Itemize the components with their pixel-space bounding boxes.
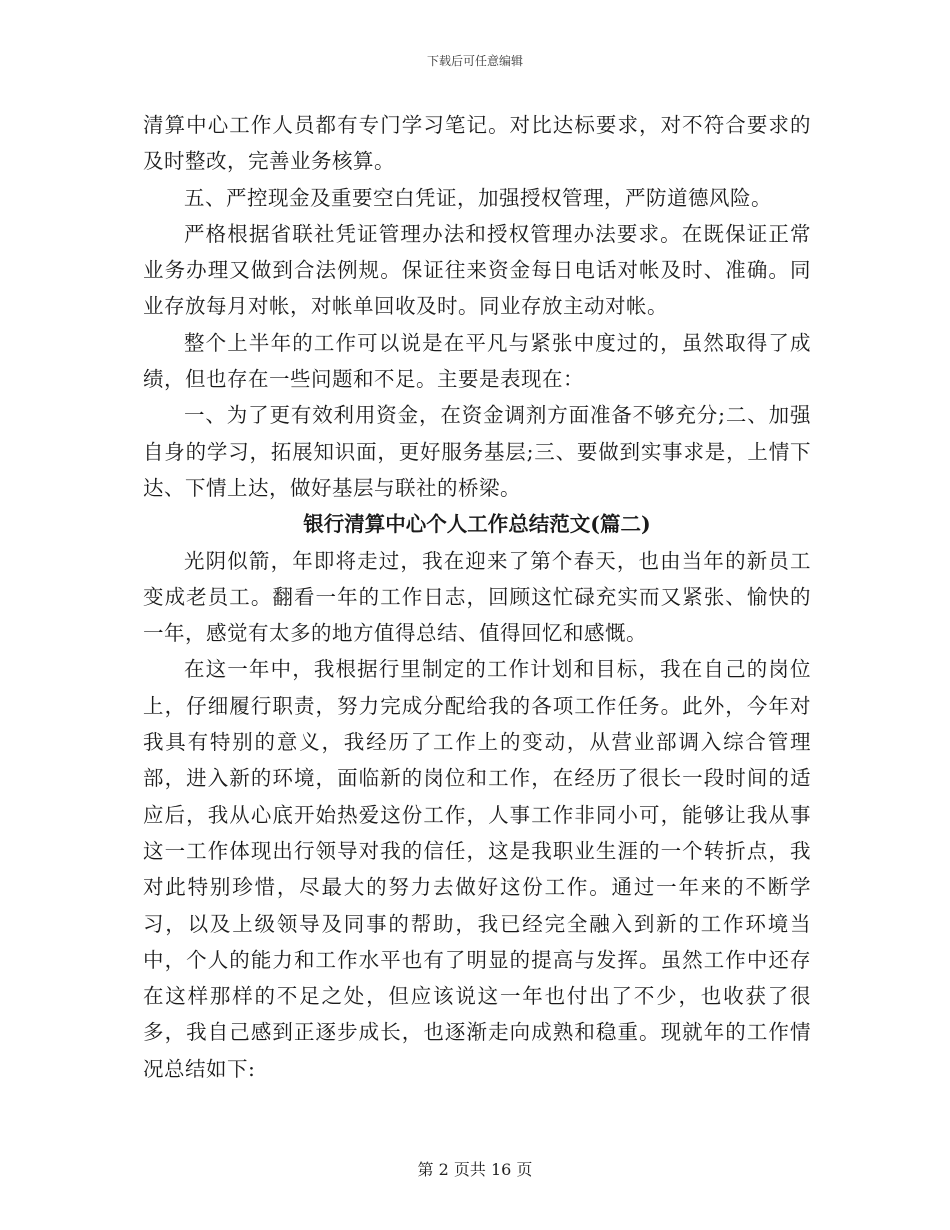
page-header: 下载后可任意编辑 — [426, 54, 523, 68]
paragraph-shortcomings: 一、为了更有效利用资金，在资金调剂方面准备不够充分;二、加强自身的学习，拓展知识面，更好服务基层;三、要做到实事求是，上情下达、下情上达，做好基层与联社的桥梁。 — [143, 403, 811, 500]
paragraph-section-five: 五、严控现金及重要空白凭证，加强授权管理，严防道德风险。 — [184, 185, 772, 210]
document-body — [143, 107, 811, 1087]
page-number-footer: 第 2 页共 16 页 — [417, 1160, 533, 1179]
paragraph-half-year-summary: 整个上半年的工作可以说是在平凡与紧张中度过的，虽然取得了成绩，但也存在一些问题和不足。主要是表现在： — [143, 330, 811, 392]
section-title: 银行清算中心个人工作总结范文(篇二) — [303, 512, 651, 537]
paragraph-year-review: 在这一年中，我根据行里制定的工作计划和目标，我在自己的岗位上，仔细履行职责，努力完成分配给我的各项工作任务。此外，今年对我具有特别的意义，我经历了工作上的变动，从营业部调入综合管理部，进入新的环境，面临新的岗位和工作，在经历了很长一段时间的适应后，我从心底开始热爱这份工作，人事工作非同小可，能够让我从事这一工作体现出行领导对我的信任，这是我职业生涯的一个转折点，我对此特别珍惜，尽最大的努力去做好这份工作。通过一年来的不断学习，以及上级领导及同事的帮助，我已经完全融入到新的工作环境当中，个人的能力和工作水平也有了明显的提高与发挥。虽然工作中还存在这样那样的不足之处，但应该说这一年也付出了不少，也收获了很多，我自己感到正逐步成长，也逐渐走向成熟和稳重。现就年的工作情况总结如下: — [143, 657, 811, 1081]
paragraph-intro: 光阴似箭，年即将走过，我在迎来了第个春天，也由当年的新员工变成老员工。翻看一年的工作日志，回顾这忙碌充实而又紧张、愉快的一年，感觉有太多的地方值得总结、值得回忆和感慨。 — [143, 548, 811, 646]
paragraph-continued: 清算中心工作人员都有专门学习笔记。对比达标要求，对不符合要求的及时整改，完善业务核算。 — [143, 113, 811, 174]
paragraph-voucher-management: 严格根据省联社凭证管理办法和授权管理办法要求。在既保证正常业务办理又做到合法例规。保证往来资金每日电话对帐及时、准确。同业存放每月对帐，对帐单回收及时。同业存放主动对帐。 — [143, 221, 811, 319]
